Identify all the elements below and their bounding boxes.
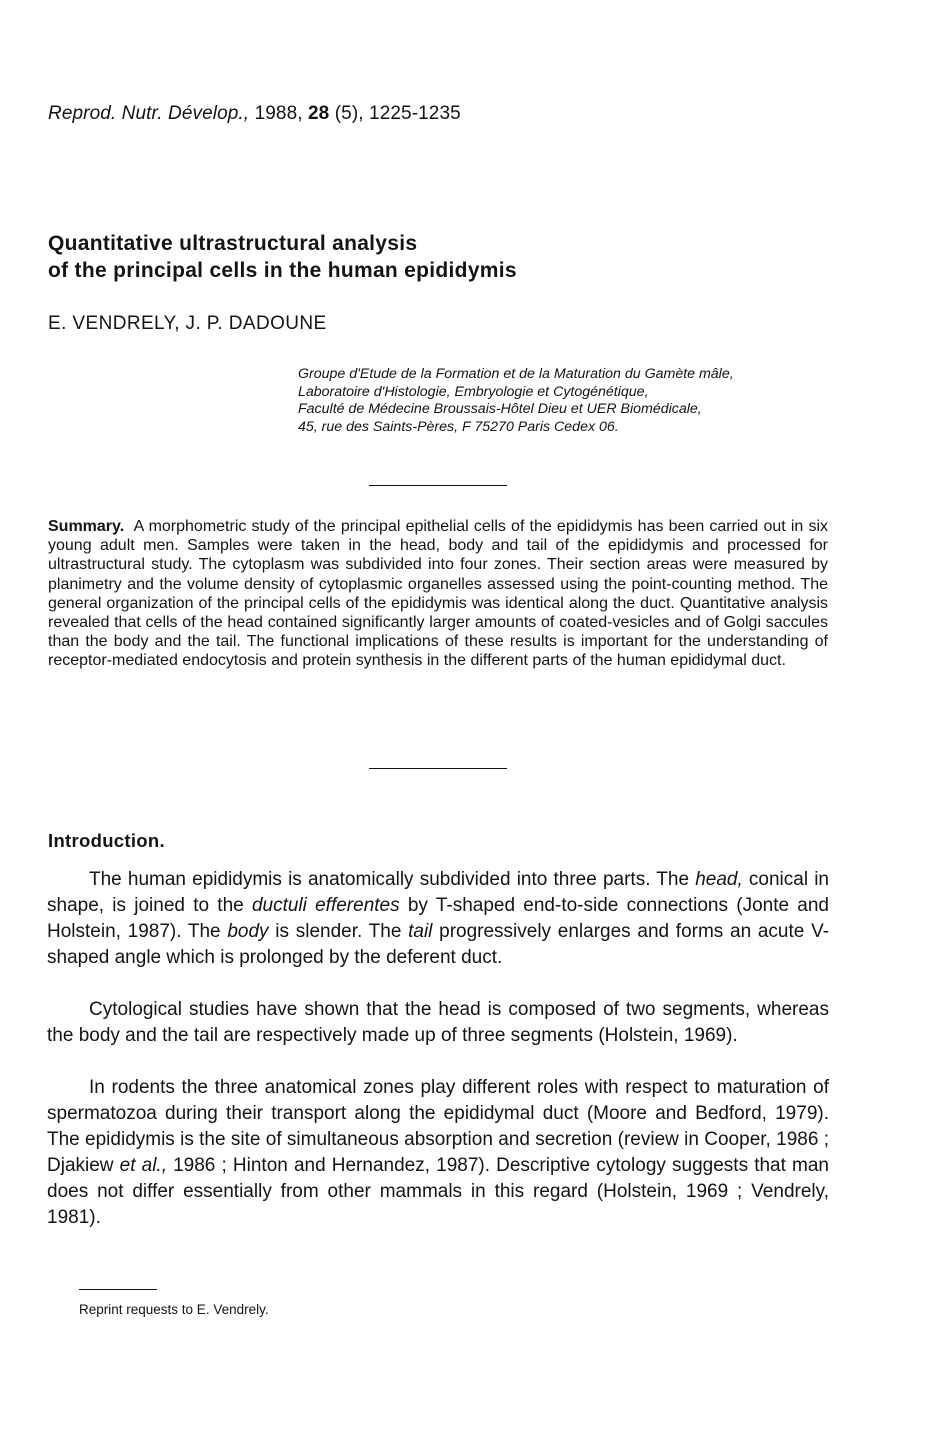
p3-text-c: 1986 ; Hinton and Hernandez, 1987). Descriptive cytology suggests that man does not differ essentially from other mammals in this regard (Holstein, 1969 ; Vendrely, 1981).	[47, 1155, 829, 1228]
p1-italic-tail: tail	[408, 921, 433, 942]
affiliation-line-4: 45, rue des Saints-Pères, F 75270 Paris Cedex 06.	[298, 418, 619, 435]
p1-italic-ductuli: ductuli efferentes	[251, 895, 400, 916]
summary-label: Summary.	[48, 518, 125, 535]
affiliation	[298, 366, 734, 436]
separator-rule-top	[369, 485, 507, 486]
p1-text-g: is slender. The	[268, 921, 409, 942]
journal-year: 1988,	[254, 103, 303, 124]
journal-issue-pages: (5), 1225-1235	[334, 103, 461, 124]
affiliation-line-1: Groupe d'Etude de la Formation et de la Maturation du Gamète mâle,	[298, 366, 734, 382]
article-title	[48, 230, 517, 284]
summary	[48, 517, 828, 671]
journal-name: Reprod. Nutr. Dévelop.,	[48, 103, 250, 124]
journal-citation	[48, 103, 461, 125]
p1-text-a: The human epididymis is anatomically subdivided into three parts. The	[89, 869, 696, 890]
p1-text-e: by T-shaped end-to-side connections (Jonte and Holstein, 1987). The	[47, 895, 829, 942]
p2-text: Cytological studies have shown that the head is composed of two segments, whereas the body and the tail are respectively made up of three segments (Holstein, 1969).	[47, 999, 829, 1046]
title-line-1: Quantitative ultrastructural analysis	[48, 232, 418, 255]
footnote-rule	[79, 1289, 157, 1290]
introduction-paragraph-1	[47, 867, 829, 971]
affiliation-line-2: Laboratoire d'Histologie, Embryologie et Cytogénétique,	[298, 383, 649, 400]
p1-text-i: progressively enlarges and forms an acute V-shaped angle which is prolonged by the deferent duct.	[47, 921, 830, 968]
p1-text-c: conical in shape, is joined to the	[47, 869, 829, 916]
introduction-heading: Introduction.	[48, 830, 165, 851]
p1-italic-head: head,	[695, 869, 743, 890]
journal-volume: 28	[308, 103, 330, 124]
summary-text: A morphometric study of the principal epithelial cells of the epididymis has been carried out in six young adult men. Samples were taken in the head, body and tail of the epididymis and processed for ultrastructural study. The cytoplasm was subdivided into four zones. Their section areas were measured by planimetry and the volume density of cytoplasmic organelles assessed using the point-counting method. The general organization of the principal cells of the epididymis was identical along the duct. Quantitative analysis revealed that cells of the head contained significantly larger amounts of coated-vesicles and of Golgi saccules than the body and the tail. The functional implications of these results is important for the understanding of receptor-mediated endocytosis and protein synthesis in the different parts of the human epididymal duct.	[48, 518, 829, 670]
authors: E. VENDRELY, J. P. DADOUNE	[48, 313, 327, 334]
p1-italic-body: body	[227, 921, 269, 942]
p3-italic-etal: et al.,	[119, 1155, 167, 1176]
introduction-paragraph-2	[47, 997, 829, 1049]
separator-rule-bottom	[369, 768, 507, 769]
affiliation-line-3: Faculté de Médecine Broussais-Hôtel Dieu et UER Biomédicale,	[298, 401, 702, 417]
title-line-2: of the principal cells in the human epididymis	[48, 259, 517, 282]
p3-text-a: In rodents the three anatomical zones play different roles with respect to maturation of spermatozoa during their transport along the epididymal duct (Moore and Bedford, 1979). The epididymis is the site of simultaneous absorption and secretion (review in Cooper, 1986 ; Djakiew	[47, 1077, 829, 1176]
introduction-paragraph-3	[47, 1075, 829, 1231]
footnote: Reprint requests to E. Vendrely.	[79, 1302, 269, 1317]
